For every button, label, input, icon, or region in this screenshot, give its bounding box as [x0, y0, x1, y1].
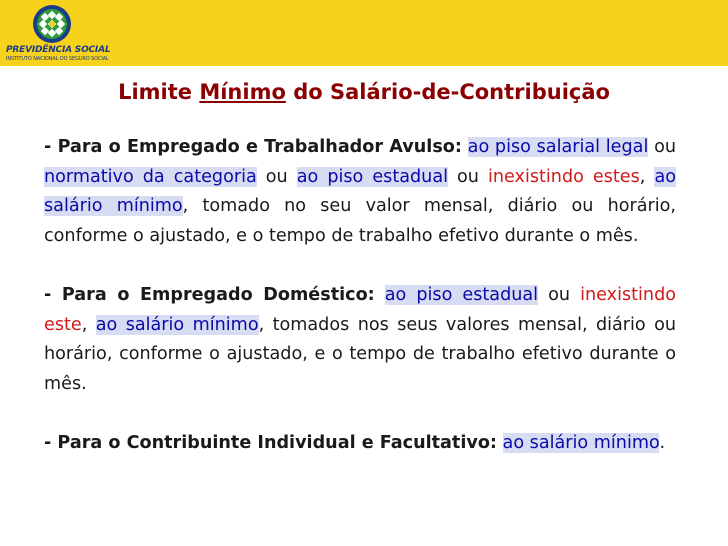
body-text: , tomado no seu valor mensal, diário ou horário, conforme o ajustado, e o tempo de trabalho efetivo durante o mês. — [44, 196, 676, 246]
logo-subtitle: INSTITUTO NACIONAL DO SEGURO SOCIAL — [6, 56, 109, 62]
highlight-text: ao salário mínimo — [502, 432, 660, 453]
body-text: ou — [538, 284, 581, 305]
body-text: , — [81, 314, 96, 335]
alert-text: inexistindo estes — [487, 166, 640, 187]
paragraph-lead: - Para o Empregado Doméstico: — [44, 284, 375, 305]
body-text: ou — [648, 137, 676, 157]
title-underlined: Mínimo — [199, 80, 286, 104]
alert-text: inexistindo este — [44, 284, 676, 335]
content-body — [44, 133, 676, 488]
paragraph-contribuinte-facultativo — [44, 429, 676, 459]
body-text: ou — [256, 166, 297, 187]
paragraph-empregado-avulso — [44, 133, 676, 251]
paragraph-empregado-domestico — [44, 281, 676, 399]
highlight-text: normativo da categoria — [44, 166, 257, 187]
body-text: . — [659, 432, 666, 453]
paragraph-lead: - Para o Empregado e Trabalhador Avulso: — [44, 137, 462, 157]
header-bar — [0, 0, 728, 66]
body-text: , — [639, 166, 655, 187]
body-text: , tomados nos seus valores mensal, diário ou horário, conforme o ajustado, e o tempo de trabalho efetivo durante o mês. — [44, 314, 677, 394]
highlight-text: ao piso salarial legal — [467, 137, 649, 157]
title-before: Limite — [118, 80, 200, 104]
highlight-text: ao piso estadual — [296, 166, 448, 187]
title-after: do Salário-de-Contribuição — [285, 80, 610, 104]
highlight-text: ao piso estadual — [384, 284, 539, 305]
body-text: ou — [448, 166, 488, 187]
highlight-text: ao salário mínimo — [95, 314, 259, 335]
highlight-text: ao salário mínimo — [44, 166, 676, 217]
page-title — [0, 80, 728, 104]
previdencia-logo-icon — [32, 4, 72, 44]
paragraph-lead: - Para o Contribuinte Individual e Facultativo: — [44, 432, 497, 453]
logo-name: PREVIDÊNCIA SOCIAL — [6, 45, 111, 55]
logo — [6, 4, 122, 64]
